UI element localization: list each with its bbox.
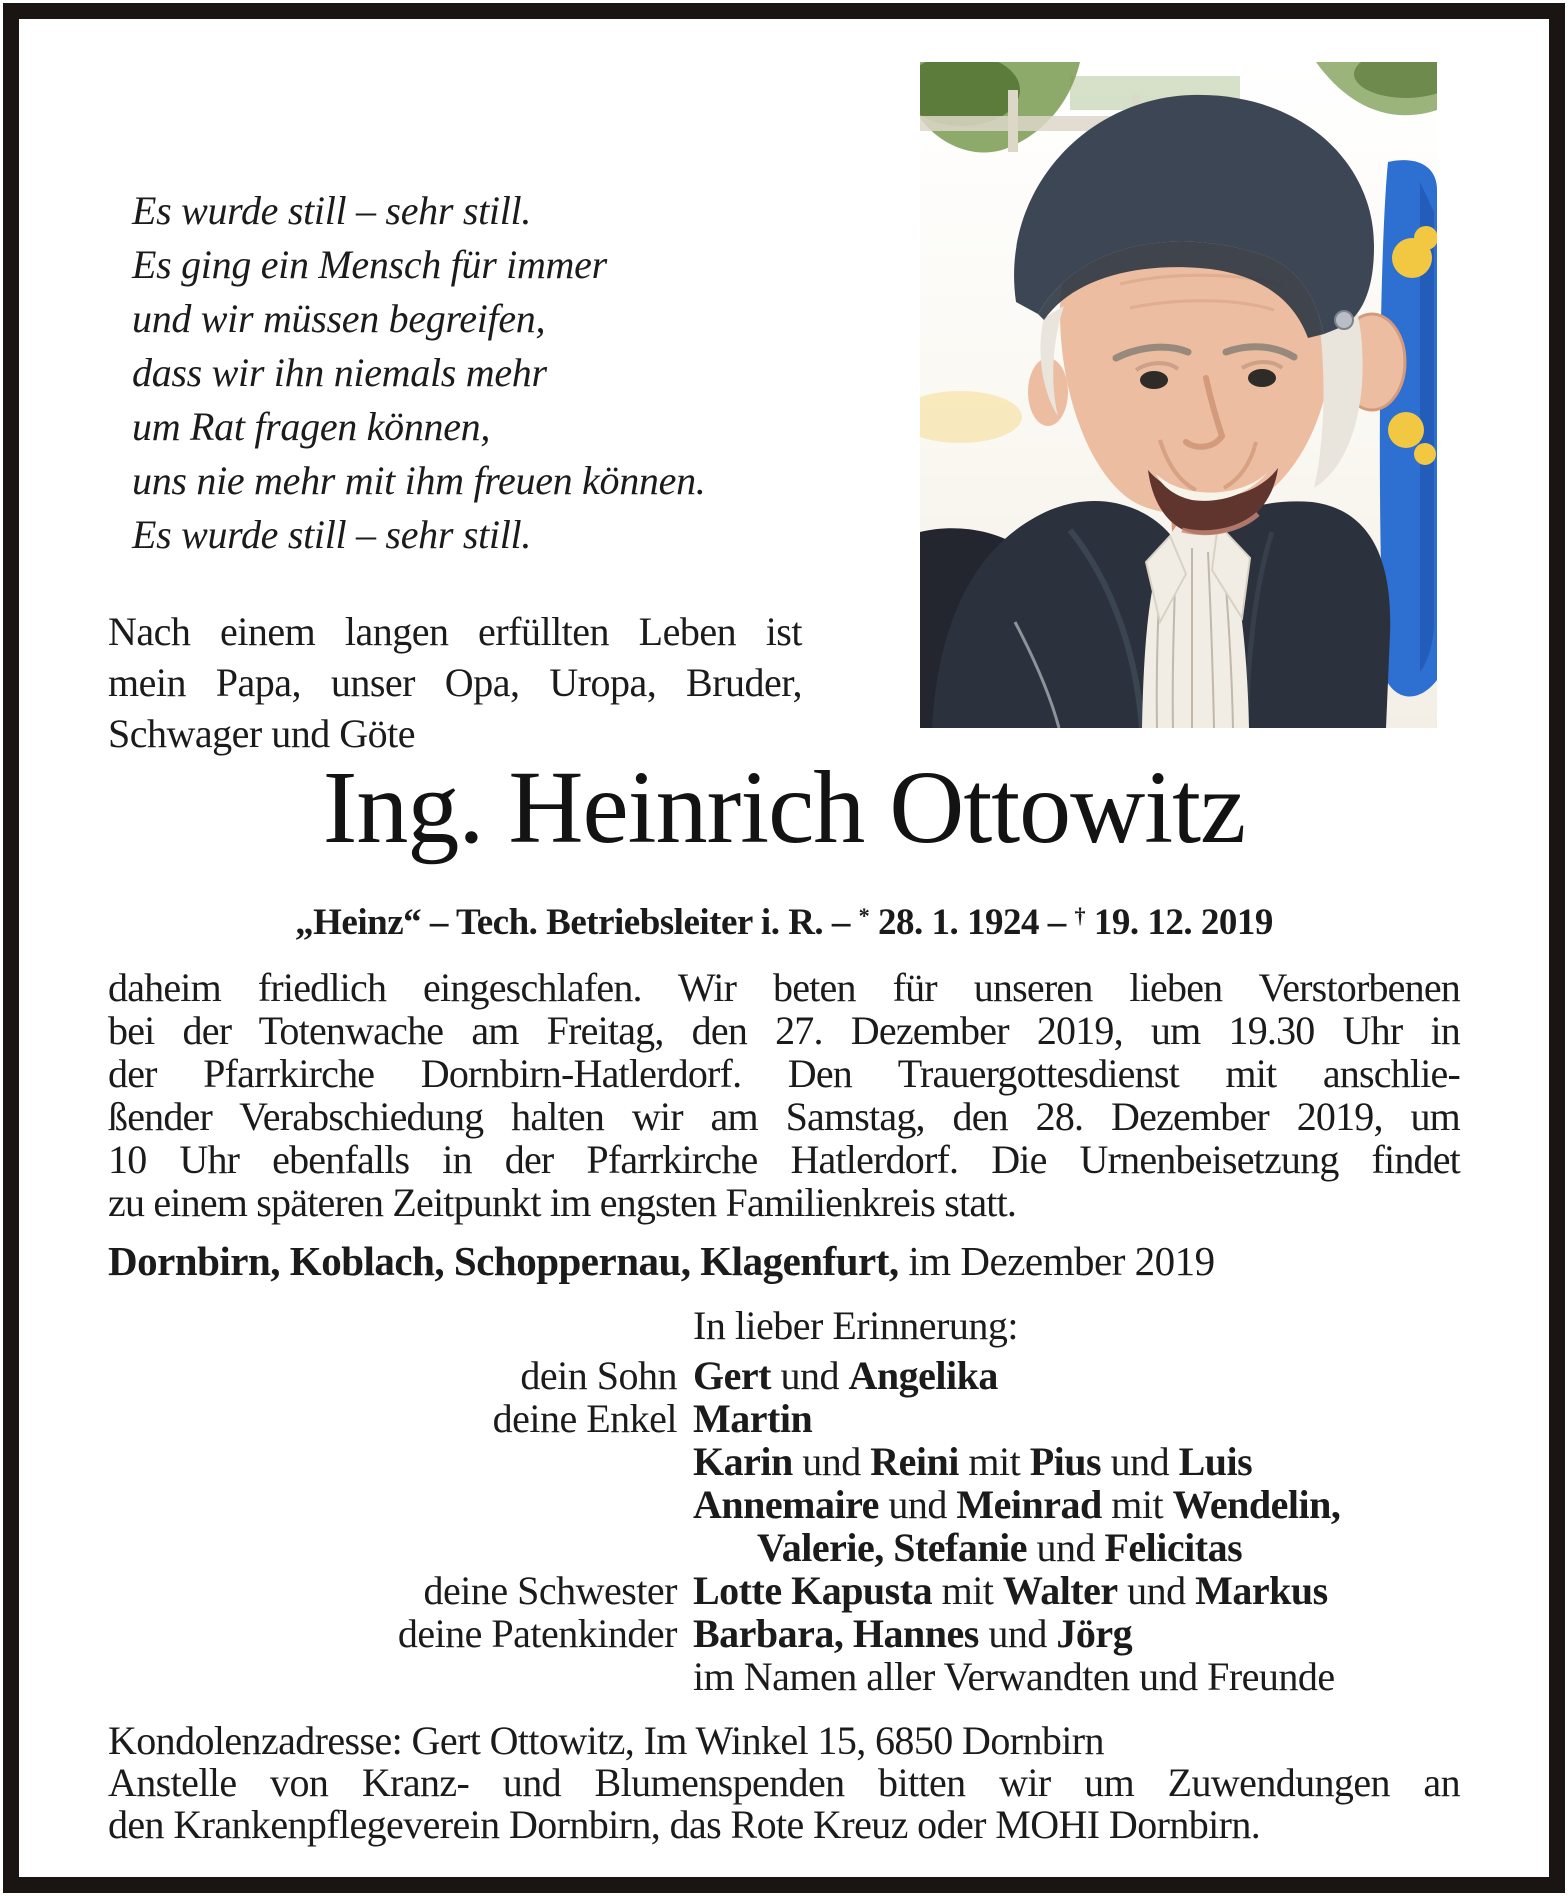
portrait-photo [920, 62, 1437, 728]
poem-line: um Rat fragen können, [132, 404, 491, 449]
condolence-block [108, 1720, 1460, 1846]
poem-line: Es wurde still – sehr still. [132, 188, 532, 233]
intro-line: mein Papa, unser Opa, Uropa, Bruder, [108, 660, 802, 705]
shirt [1142, 518, 1250, 728]
announcement-line: daheim friedlich eingeschlafen. Wir beten für unseren lieben Verstorbenen [108, 965, 1460, 1010]
memorial-entry [92, 1612, 1476, 1655]
memorial-entry [92, 1354, 1476, 1397]
memorial-entry [92, 1569, 1476, 1612]
memorial-relation: dein Sohn [520, 1353, 677, 1398]
memorial-names: Martin [693, 1396, 813, 1441]
cap-button [1335, 311, 1353, 329]
memorial-names: Lotte Kapusta mit Walter und Markus [693, 1568, 1328, 1613]
memorial-entry [92, 1526, 1476, 1569]
intro-line: Schwager und Göte [108, 711, 415, 756]
poem-line: Es ging ein Mensch für immer [132, 242, 607, 287]
memorial-relation [92, 1655, 677, 1698]
deceased-subtitle: „Heinz“ – Tech. Betriebsleiter i. R. – * 28. 1. 1924 – † 19. 12. 2019 [295, 902, 1273, 944]
donation-note-line: den Krankenpflegeverein Dornbirn, das Rote Kreuz oder MOHI Dornbirn. [108, 1802, 1261, 1847]
announcement-line: bei der Totenwache am Freitag, den 27. Dezember 2019, um 19.30 Uhr in [108, 1008, 1460, 1053]
memorial-entry [92, 1440, 1476, 1483]
donation-note-line: Anstelle von Kranz- und Blumenspenden bitten wir um Zuwendungen an [108, 1760, 1460, 1805]
memorial-relation: deine Schwester [423, 1568, 677, 1613]
poem-line: uns nie mehr mit ihm freuen können. [132, 458, 706, 503]
memorial-entry [92, 1655, 1476, 1698]
memorial-relation [92, 1483, 677, 1526]
memorial-entry [92, 1483, 1476, 1526]
memorial-entry [92, 1397, 1476, 1440]
deceased-name: Ing. Heinrich Ottowitz [322, 750, 1246, 865]
memorial-names: Valerie, Stefanie und Felicitas [757, 1525, 1243, 1570]
memorial-relation: deine Enkel [492, 1396, 677, 1441]
announcement-line: ßender Verabschiedung halten wir am Samstag, den 28. Dezember 2019, um [108, 1094, 1460, 1139]
memorial-relation [92, 1440, 677, 1483]
announcement-paragraph [108, 966, 1460, 1224]
poem-line: Es wurde still – sehr still. [132, 512, 532, 557]
announcement-line: 10 Uhr ebenfalls in der Pfarrkirche Hatlerdorf. Die Urnenbeisetzung findet [108, 1137, 1460, 1182]
intro-line: Nach einem langen erfüllten Leben ist [108, 609, 802, 654]
memorial-relation: deine Patenkinder [397, 1611, 677, 1656]
intro-paragraph [108, 606, 802, 759]
memorial-names: Annemaire und Meinrad mit Wendelin, [693, 1482, 1341, 1527]
announcement-line: zu einem späteren Zeitpunkt im engsten Familienkreis statt. [108, 1180, 1017, 1225]
dateline: Dornbirn, Koblach, Schoppernau, Klagenfurt, im Dezember 2019 [108, 1238, 1215, 1284]
memorial-relation [92, 1526, 677, 1569]
memorial-names: Karin und Reini mit Pius und Luis [693, 1439, 1253, 1484]
memorial-poem [132, 184, 832, 562]
memorial-names: Barbara, Hannes und Jörg [693, 1611, 1133, 1656]
poem-line: dass wir ihn niemals mehr [132, 350, 547, 395]
poem-line: und wir müssen begreifen, [132, 296, 546, 341]
condolence-address: Kondolenzadresse: Gert Ottowitz, Im Winkel 15, 6850 Dornbirn [108, 1718, 1104, 1763]
portrait-illustration [920, 62, 1437, 728]
announcement-line: der Pfarrkirche Dornbirn-Hatlerdorf. Den Trauergottesdienst mit anschlie- [108, 1051, 1460, 1096]
memorial-list [92, 1304, 1476, 1698]
memorial-names: im Namen aller Verwandten und Freunde [693, 1654, 1335, 1699]
memorial-heading: In lieber Erinnerung: [693, 1303, 1018, 1348]
memorial-names: Gert und Angelika [693, 1353, 998, 1398]
